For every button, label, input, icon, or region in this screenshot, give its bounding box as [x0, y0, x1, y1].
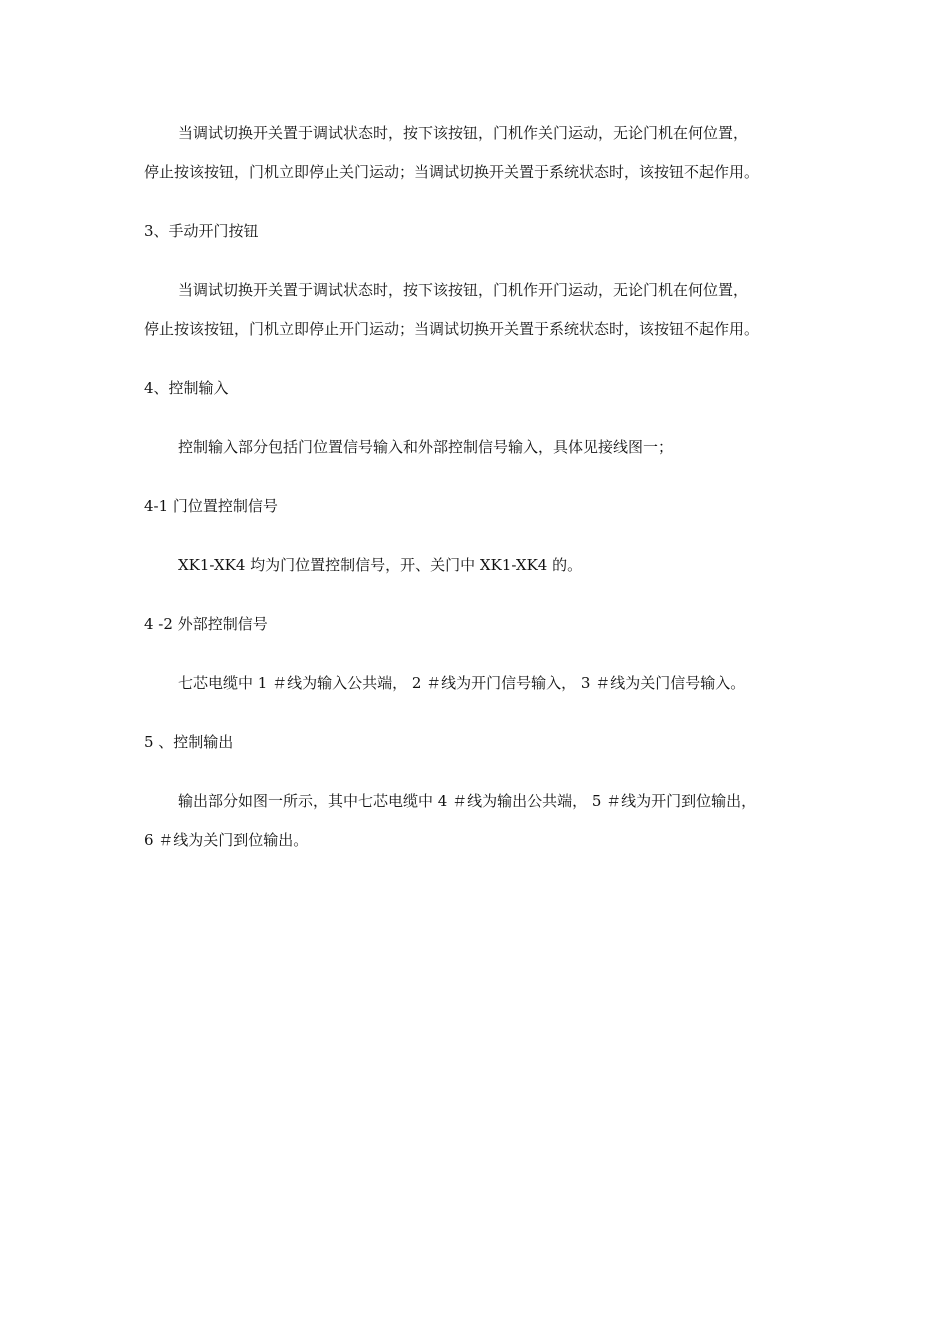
- paragraph-manual-open-line2: 停止按该按钮，门机立即停止开门运动；当调试切换开关置于系统状态时，该按钮不起作用。: [144, 320, 760, 338]
- heading-control-input: 4、控制输入: [144, 379, 229, 397]
- paragraph-control-input: 控制输入部分包括门位置信号输入和外部控制信号输入，具体见接线图一；: [178, 438, 674, 456]
- paragraph-manual-close-line1: 当调试切换开关置于调试状态时，按下该按钮，门机作关门运动，无论门机在何位置，: [178, 124, 749, 142]
- heading-manual-open-button: 3、手动开门按钮: [144, 222, 259, 240]
- paragraph-manual-close-line2: 停止按该按钮，门机立即停止关门运动；当调试切换开关置于系统状态时，该按钮不起作用。: [144, 163, 760, 181]
- paragraph-door-position-signal: XK1-XK4 均为门位置控制信号，开、关门中 XK1-XK4 的。: [178, 556, 583, 574]
- heading-external-control-signal: 4 -2 外部控制信号: [144, 615, 268, 633]
- paragraph-manual-open-line1: 当调试切换开关置于调试状态时，按下该按钮，门机作开门运动，无论门机在何位置，: [178, 281, 749, 299]
- paragraph-control-output-line1: 输出部分如图一所示，其中七芯电缆中 4 ＃线为输出公共端， 5 ＃线为开门到位输出，: [178, 792, 757, 810]
- paragraph-external-control-signal: 七芯电缆中 1 ＃线为输入公共端， 2 ＃线为开门信号输入， 3 ＃线为关门信号输入。: [178, 674, 746, 692]
- paragraph-control-output-line2: 6 ＃线为关门到位输出。: [144, 831, 309, 849]
- heading-control-output: 5 、控制输出: [144, 733, 234, 751]
- heading-door-position-signal: 4-1 门位置控制信号: [144, 497, 278, 515]
